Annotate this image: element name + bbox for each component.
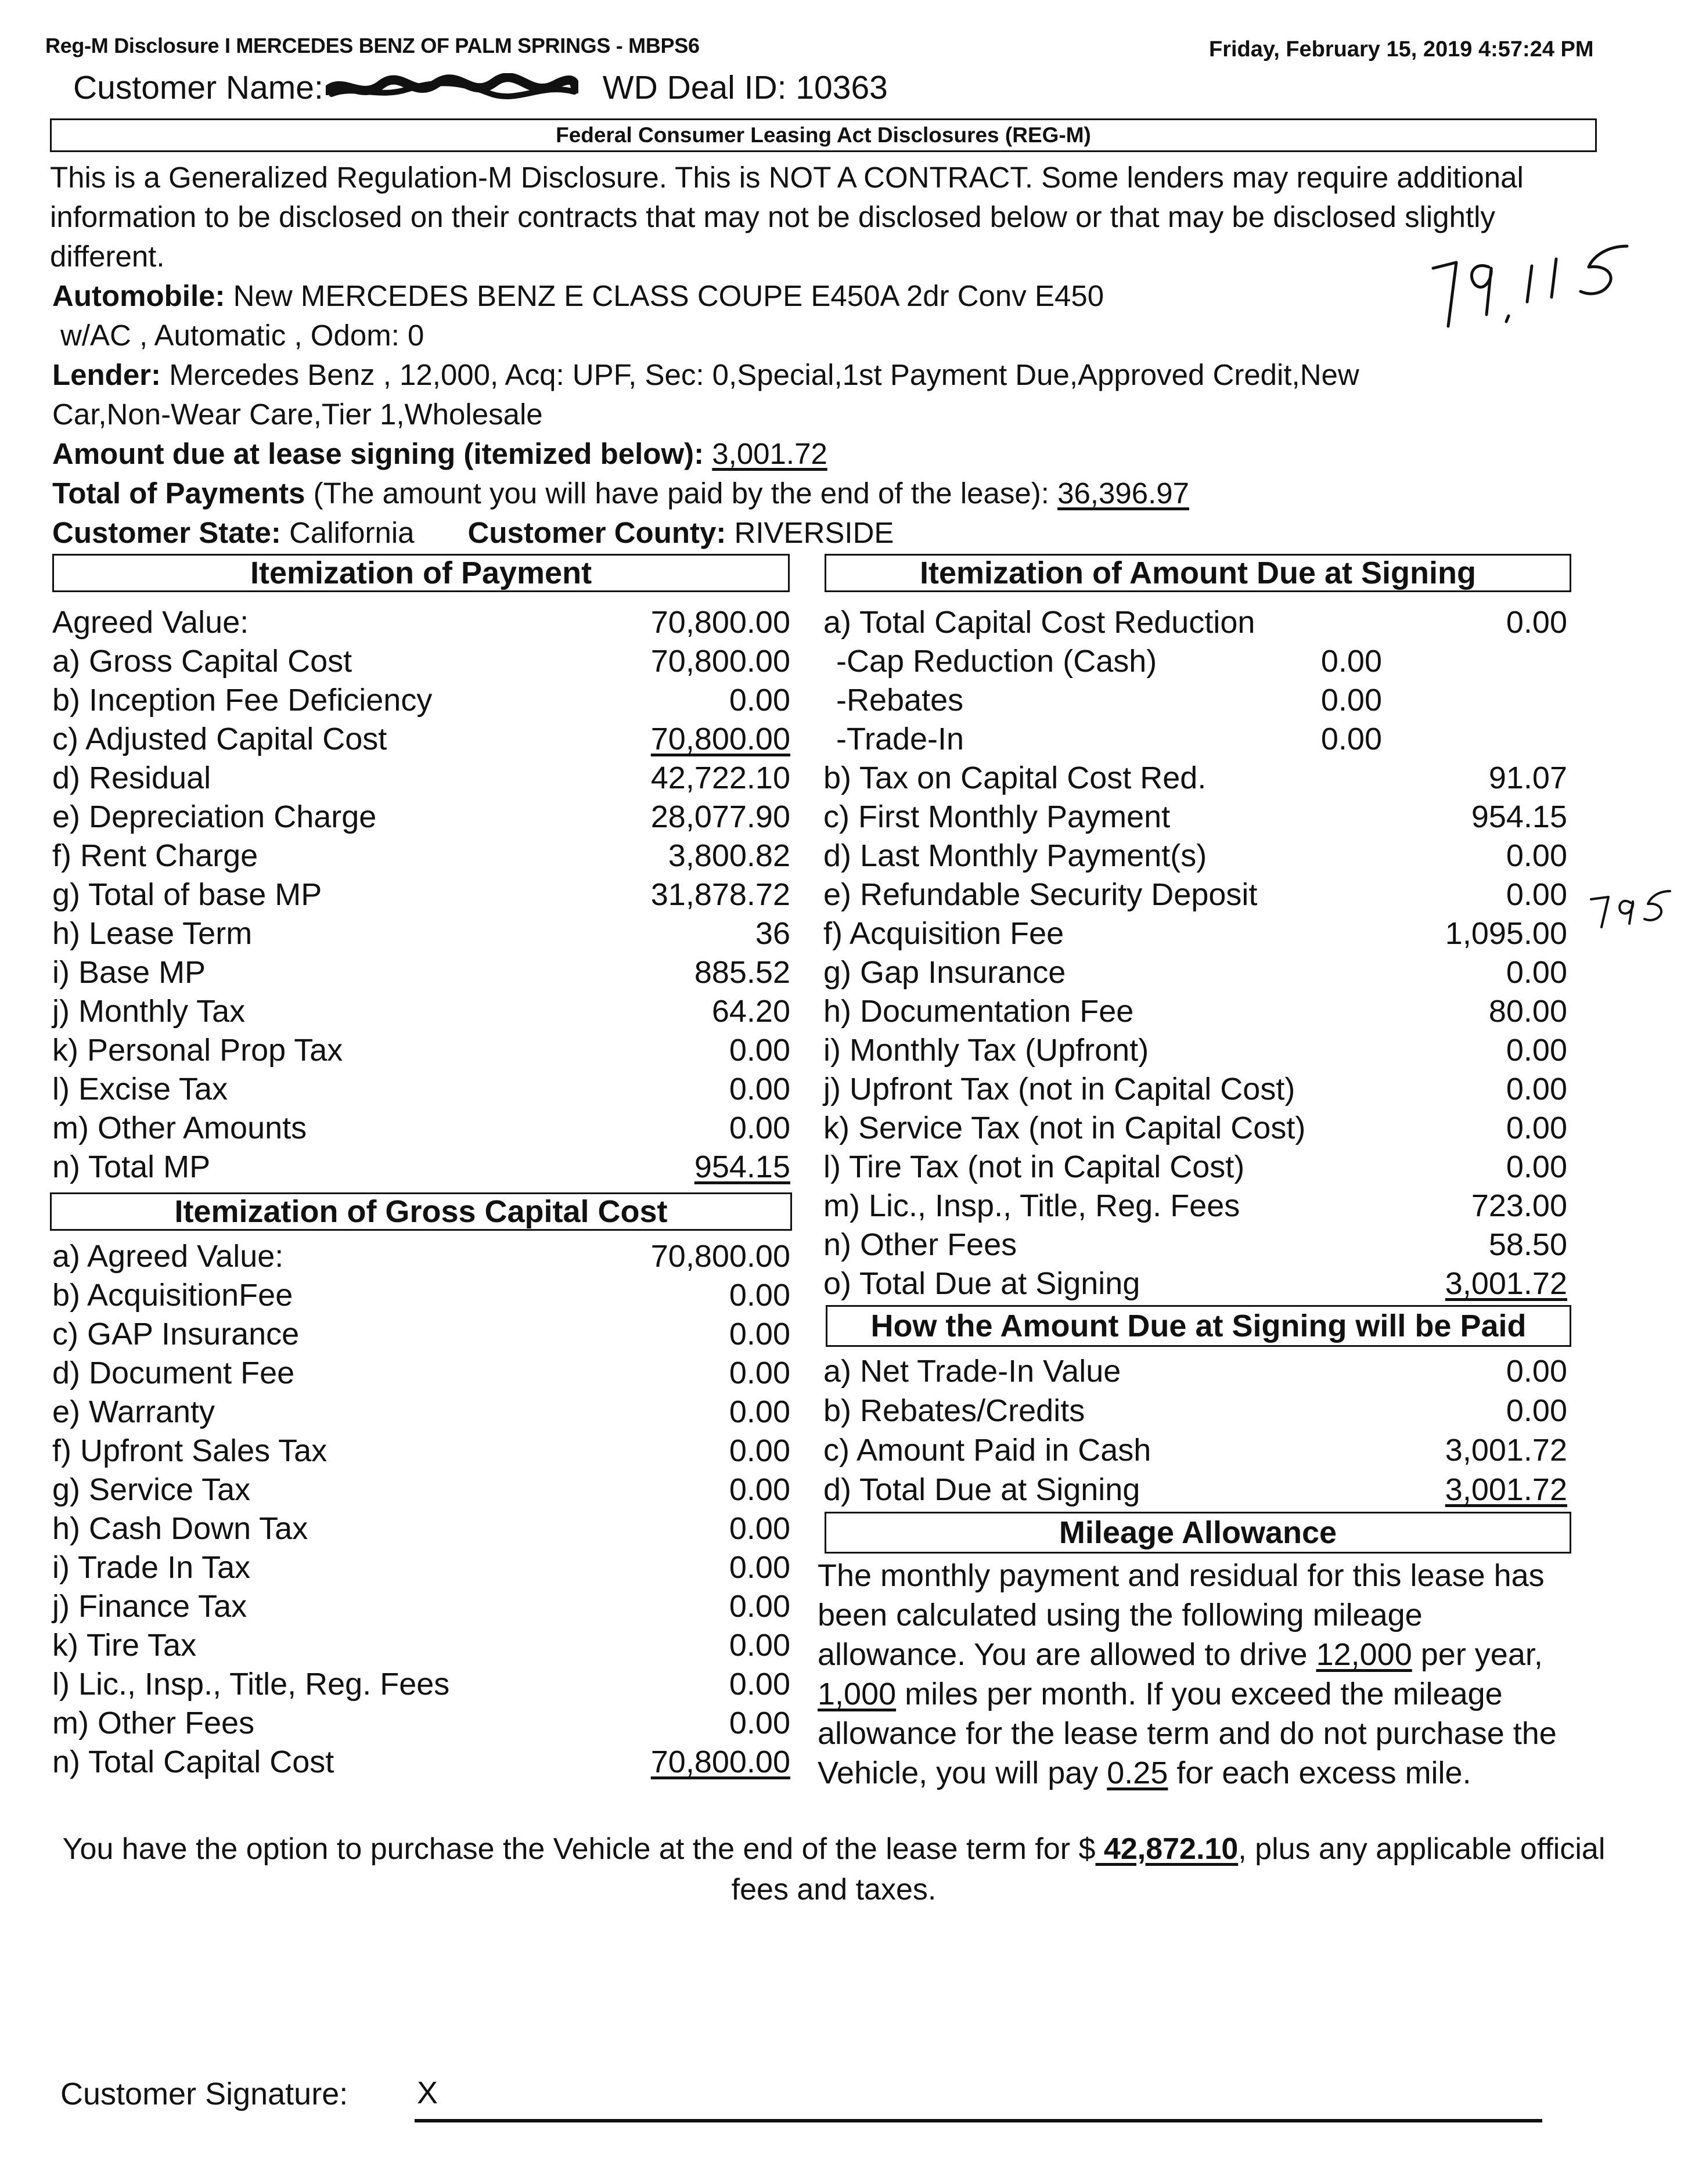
gross-row-value: 0.00	[729, 1511, 790, 1546]
purchase-option-amount: 42,872.10	[1095, 1832, 1239, 1866]
amount-due-value: 3,001.72	[712, 437, 827, 470]
payment-row-value: 0.00	[729, 1111, 790, 1145]
paid-row-value: 0.00	[1506, 1354, 1567, 1389]
automobile-line-2: w/AC , Automatic , Odom: 0	[60, 319, 424, 352]
deal-id-label: WD Deal ID:	[602, 69, 787, 106]
due-row-label: a) Total Capital Cost Reduction	[823, 605, 1255, 640]
due-row-subvalue: 0.00	[1320, 683, 1382, 718]
payment-row-label: b) Inception Fee Deficiency	[52, 683, 433, 718]
due-row-label: l) Tire Tax (not in Capital Cost)	[823, 1149, 1245, 1184]
paid-row-label: d) Total Due at Signing	[823, 1472, 1140, 1507]
gross-row-value: 0.00	[729, 1317, 790, 1352]
due-row-label: e) Refundable Security Deposit	[823, 877, 1258, 912]
due-row-label: c) First Monthly Payment	[823, 799, 1171, 834]
mileage-allowance-title: Mileage Allowance	[825, 1512, 1571, 1554]
due-row-value: 91.07	[1488, 761, 1567, 795]
payment-row-label: e) Depreciation Charge	[52, 799, 377, 834]
paid-row-value: 3,001.72	[1445, 1433, 1567, 1468]
excess-mile-rate: 0.25	[1107, 1756, 1168, 1790]
payment-row-label: h) Lease Term	[52, 916, 253, 951]
gross-row-value: 70,800.00	[650, 1239, 790, 1274]
payment-row-value: 64.20	[711, 994, 790, 1029]
purchase-text-2: , plus any applicable official fees and taxes.	[731, 1832, 1606, 1907]
gross-row-value: 0.00	[729, 1667, 790, 1702]
itemization-of-payment-title: Itemization of Payment	[52, 554, 790, 592]
payment-row-value: 0.00	[729, 1033, 790, 1068]
gross-row-value: 0.00	[729, 1550, 790, 1585]
due-row-label: m) Lic., Insp., Title, Reg. Fees	[823, 1188, 1240, 1223]
due-row-label: i) Monthly Tax (Upfront)	[823, 1033, 1149, 1068]
paid-row-value: 0.00	[1506, 1393, 1567, 1428]
redacted-customer-name	[326, 73, 578, 103]
handwritten-note-795	[1589, 885, 1676, 935]
gross-row-label: f) Upfront Sales Tax	[52, 1433, 327, 1468]
gross-row-label: k) Tire Tax	[52, 1628, 197, 1663]
purchase-text-1: You have the option to purchase the Vehicle at the end of the lease term for $	[62, 1832, 1096, 1866]
print-timestamp: Friday, February 15, 2019 4:57:24 PM	[1209, 37, 1594, 62]
handwritten-note-79115	[1428, 233, 1637, 347]
due-row-subvalue: 0.00	[1320, 722, 1382, 756]
due-row-value: 3,001.72	[1445, 1266, 1567, 1301]
paid-row-label: a) Net Trade-In Value	[823, 1354, 1121, 1389]
itemization-of-gross-capital-cost-title: Itemization of Gross Capital Cost	[50, 1192, 792, 1231]
due-row-value: 80.00	[1488, 994, 1567, 1029]
gross-row-label: e) Warranty	[52, 1394, 215, 1429]
payment-row-value: 36	[755, 916, 790, 951]
gross-row-value: 0.00	[729, 1433, 790, 1468]
due-row-label: g) Gap Insurance	[823, 955, 1066, 990]
total-payments-line	[52, 474, 1189, 513]
mileage-text-1: The monthly payment and residual for this lease has been calculated using the following mileage allowance. You are allowed to drive	[818, 1558, 1545, 1672]
amount-due-label: Amount due at lease signing (itemized below):	[52, 437, 704, 470]
paid-row-label: b) Rebates/Credits	[823, 1393, 1085, 1428]
due-row-value: 954.15	[1471, 799, 1567, 834]
mileage-allowance-paragraph	[818, 1556, 1572, 1793]
paid-row-label: c) Amount Paid in Cash	[823, 1433, 1151, 1468]
customer-line	[73, 69, 888, 107]
due-row-value: 0.00	[1506, 838, 1567, 873]
payment-row-label: j) Monthly Tax	[52, 994, 246, 1029]
state-value: California	[289, 516, 415, 549]
gross-row-label: d) Document Fee	[52, 1356, 295, 1390]
due-row-label: -Rebates	[836, 683, 964, 718]
payment-row-value: 31,878.72	[650, 877, 790, 912]
payment-row-value: 885.52	[694, 955, 790, 990]
miles-per-year: 12,000	[1316, 1637, 1412, 1672]
gross-row-label: g) Service Tax	[52, 1472, 251, 1507]
due-row-label: b) Tax on Capital Cost Red.	[823, 761, 1207, 795]
payment-row-value: 3,800.82	[668, 838, 790, 873]
due-row-value: 0.00	[1506, 1149, 1567, 1184]
gross-row-value: 0.00	[729, 1356, 790, 1390]
customer-signature-label: Customer Signature:	[60, 2077, 348, 2111]
due-row-label: k) Service Tax (not in Capital Cost)	[823, 1111, 1306, 1145]
due-row-value: 723.00	[1471, 1188, 1567, 1223]
due-row-value: 0.00	[1506, 605, 1567, 640]
payment-row-label: m) Other Amounts	[52, 1111, 307, 1145]
county-value: RIVERSIDE	[734, 516, 894, 549]
gross-row-label: j) Finance Tax	[52, 1589, 247, 1624]
payment-row-value: 70,800.00	[650, 605, 790, 640]
due-row-value: 1,095.00	[1445, 916, 1567, 951]
due-row-label: n) Other Fees	[823, 1227, 1017, 1262]
due-row-value: 0.00	[1506, 1033, 1567, 1068]
payment-row-label: i) Base MP	[52, 955, 206, 990]
gross-row-value: 0.00	[729, 1628, 790, 1663]
lender-line-1	[52, 355, 1359, 395]
payment-row-value: 954.15	[694, 1149, 790, 1184]
gross-row-label: a) Agreed Value:	[52, 1239, 284, 1274]
gross-row-value: 70,800.00	[650, 1745, 790, 1779]
payment-row-value: 0.00	[729, 683, 790, 718]
gross-row-value: 0.00	[729, 1278, 790, 1313]
lender-description: Mercedes Benz , 12,000, Acq: UPF, Sec: 0,Special,1st Payment Due,Approved Credit,New	[169, 358, 1359, 391]
gross-row-label: n) Total Capital Cost	[52, 1745, 334, 1779]
gross-row-label: b) AcquisitionFee	[52, 1278, 293, 1313]
payment-row-label: Agreed Value:	[52, 605, 249, 640]
mileage-text-4: for each excess mile.	[1168, 1756, 1471, 1790]
due-row-value: 0.00	[1506, 1111, 1567, 1145]
gross-row-value: 0.00	[729, 1472, 790, 1507]
due-row-label: o) Total Due at Signing	[823, 1266, 1140, 1301]
mileage-text-3: miles per month. If you exceed the mileage allowance for the lease term and do not purchase the Vehicle, you will pay	[818, 1677, 1557, 1790]
due-row-value: 0.00	[1506, 1072, 1567, 1107]
dealer-header: Reg-M Disclosure I MERCEDES BENZ OF PALM SPRINGS - MBPS6	[45, 34, 700, 57]
due-row-label: h) Documentation Fee	[823, 994, 1134, 1029]
document-title: Federal Consumer Leasing Act Disclosures (REG-M)	[50, 118, 1597, 152]
payment-row-value: 42,722.10	[650, 761, 790, 795]
automobile-line-1	[52, 276, 1104, 316]
gross-row-label: i) Trade In Tax	[52, 1550, 251, 1585]
gross-row-value: 0.00	[729, 1589, 790, 1624]
payment-row-value: 70,800.00	[650, 644, 790, 679]
how-amount-due-will-be-paid-title: How the Amount Due at Signing will be Paid	[826, 1305, 1571, 1347]
total-payments-desc: (The amount you will have paid by the end of the lease):	[313, 477, 1049, 510]
deal-id: 10363	[796, 69, 888, 106]
itemization-of-amount-due-title: Itemization of Amount Due at Signing	[825, 554, 1571, 592]
total-payments-value: 36,396.97	[1057, 477, 1189, 510]
payment-row-label: a) Gross Capital Cost	[52, 644, 352, 679]
due-row-label: -Trade-In	[836, 722, 964, 756]
payment-row-label: f) Rent Charge	[52, 838, 258, 873]
signature-line	[415, 2119, 1542, 2122]
total-payments-label: Total of Payments	[52, 477, 305, 510]
due-row-value: 0.00	[1506, 955, 1567, 990]
payment-row-value: 0.00	[729, 1072, 790, 1107]
state-label: Customer State:	[52, 516, 281, 549]
due-row-label: -Cap Reduction (Cash)	[836, 644, 1157, 679]
purchase-option-paragraph	[50, 1829, 1618, 1910]
due-row-value: 58.50	[1488, 1227, 1567, 1262]
miles-per-month: 1,000	[818, 1677, 897, 1711]
lender-label: Lender:	[52, 358, 161, 391]
gross-row-value: 0.00	[729, 1706, 790, 1740]
due-row-label: f) Acquisition Fee	[823, 916, 1064, 951]
payment-row-label: k) Personal Prop Tax	[52, 1033, 343, 1068]
payment-row-label: l) Excise Tax	[52, 1072, 228, 1107]
due-row-subvalue: 0.00	[1320, 644, 1382, 679]
county-label: Customer County:	[467, 516, 726, 549]
gross-row-label: h) Cash Down Tax	[52, 1511, 308, 1546]
gross-row-value: 0.00	[729, 1394, 790, 1429]
amount-due-line	[52, 434, 827, 474]
mileage-text-2: per year,	[1412, 1637, 1543, 1672]
customer-name-label: Customer Name:	[73, 69, 323, 106]
paid-row-value: 3,001.72	[1445, 1472, 1567, 1507]
payment-row-value: 70,800.00	[650, 722, 790, 756]
gross-row-label: m) Other Fees	[52, 1706, 255, 1740]
lender-line-2: Car,Non-Wear Care,Tier 1,Wholesale	[52, 398, 543, 431]
due-row-label: j) Upfront Tax (not in Capital Cost)	[823, 1072, 1295, 1107]
automobile-label: Automobile:	[52, 279, 225, 312]
automobile-description: New MERCEDES BENZ E CLASS COUPE E450A 2dr Conv E450	[233, 279, 1104, 312]
due-row-label: d) Last Monthly Payment(s)	[823, 838, 1207, 873]
gross-row-label: c) GAP Insurance	[52, 1317, 300, 1352]
payment-row-label: n) Total MP	[52, 1149, 211, 1184]
payment-row-label: d) Residual	[52, 761, 211, 795]
payment-row-label: c) Adjusted Capital Cost	[52, 722, 387, 756]
payment-row-value: 28,077.90	[650, 799, 790, 834]
payment-row-label: g) Total of base MP	[52, 877, 322, 912]
gross-row-label: l) Lic., Insp., Title, Reg. Fees	[52, 1667, 450, 1702]
customer-location-line	[52, 513, 894, 553]
signature-x-mark: X	[417, 2075, 438, 2110]
intro-paragraph: This is a Generalized Regulation-M Disclosure. This is NOT A CONTRACT. Some lenders may require additional information to be disclosed on their contracts that may not be disclosed below or that may be disclosed slightly different.	[50, 161, 1524, 273]
due-row-value: 0.00	[1506, 877, 1567, 912]
